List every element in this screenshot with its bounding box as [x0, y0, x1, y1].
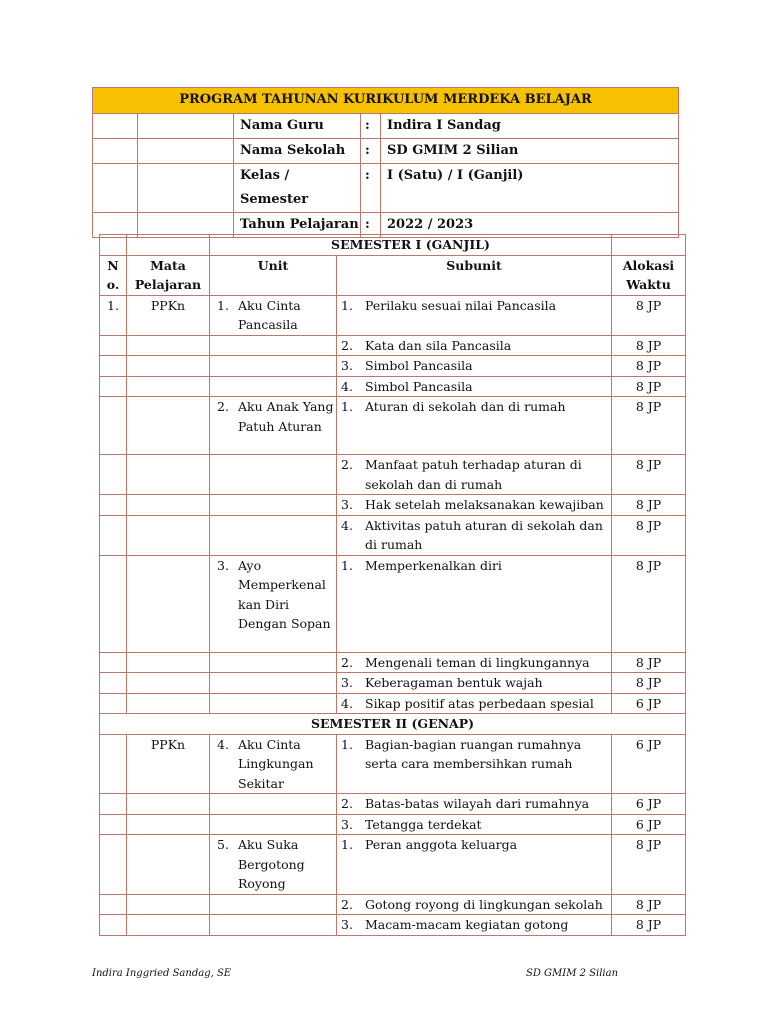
- cell-mapel: [127, 673, 210, 694]
- table-row: [100, 397, 686, 455]
- header-separator: :: [361, 164, 381, 213]
- unit-title: Aku Suka Bergotong Royong: [238, 837, 305, 891]
- subunit-title: Mengenali teman di lingkungannya: [365, 654, 590, 670]
- footer-author: Indira Inggried Sandag, SE: [92, 968, 232, 979]
- subunit-item: [337, 377, 611, 397]
- subunit-number: 2.: [341, 796, 353, 811]
- unit-title: Aku Anak Yang Patuh Aturan: [238, 399, 334, 434]
- table-row: [100, 376, 686, 397]
- cell-no: [100, 673, 127, 694]
- cell-alokasi: 8 JP: [612, 376, 686, 397]
- header-separator: :: [361, 139, 381, 164]
- cell-subunit: [337, 693, 612, 714]
- cell-unit: [210, 652, 337, 673]
- footer-school: SD GMIM 2 Silian: [526, 968, 619, 979]
- cell-mapel: [127, 894, 210, 915]
- subunit-title: Simbol Pancasila: [365, 378, 473, 394]
- cell-unit: [210, 356, 337, 377]
- header-value: I (Satu) / I (Ganjil): [381, 164, 679, 213]
- cell-subunit: [337, 495, 612, 516]
- subunit-number: 4.: [341, 378, 353, 394]
- cell-mapel: [127, 693, 210, 714]
- subunit-item: [337, 653, 611, 673]
- cell-subunit: [337, 814, 612, 835]
- cell-no: [100, 555, 127, 652]
- cell-subunit: [337, 794, 612, 815]
- table-row: [100, 794, 686, 815]
- table-row: [100, 673, 686, 694]
- table-row: [100, 894, 686, 915]
- table-row: [100, 693, 686, 714]
- subunit-number: 3.: [341, 675, 353, 690]
- subunit-number: 1.: [341, 736, 353, 752]
- subunit-item: [337, 356, 611, 376]
- cell-no: [100, 835, 127, 895]
- table-row: [100, 652, 686, 673]
- cell-subunit: [337, 894, 612, 915]
- cell-unit: [210, 455, 337, 495]
- cell-alokasi: 8 JP: [612, 295, 686, 335]
- subunit-item: [337, 835, 611, 855]
- cell-subunit: [337, 673, 612, 694]
- col-header-subunit: Subunit: [337, 255, 612, 295]
- cell-subunit: [337, 356, 612, 377]
- subunit-item: [337, 556, 611, 576]
- cell-no: [100, 894, 127, 915]
- cell-unit: [210, 397, 337, 455]
- header-table: [92, 87, 679, 238]
- header-value: Indira I Sandag: [381, 114, 679, 139]
- cell-no: [100, 515, 127, 555]
- subunit-number: 2.: [341, 654, 353, 670]
- unit-item: [210, 835, 336, 894]
- cell-subunit: [337, 335, 612, 356]
- document-title: PROGRAM TAHUNAN KURIKULUM MERDEKA BELAJAR: [93, 88, 679, 114]
- header-label: Kelas / Semester: [234, 164, 361, 213]
- table-row: [100, 455, 686, 495]
- subunit-title: Aturan di sekolah dan di rumah: [365, 399, 566, 414]
- subunit-number: 4.: [341, 695, 353, 711]
- cell-no: [100, 397, 127, 455]
- table-row: [100, 495, 686, 516]
- cell-mapel: PPKn: [127, 734, 210, 794]
- cell-alokasi: 8 JP: [612, 397, 686, 455]
- subunit-item: [337, 915, 611, 935]
- cell-alokasi: 8 JP: [612, 835, 686, 895]
- unit-title: Aku Cinta Pancasila: [238, 297, 301, 332]
- table-row: [100, 915, 686, 936]
- header-separator: :: [361, 114, 381, 139]
- subunit-number: 1.: [341, 399, 353, 414]
- subunit-item: [337, 673, 611, 693]
- header-title-row: [93, 88, 679, 114]
- subunit-title: Aktivitas patuh aturan di sekolah dan di rumah: [365, 517, 603, 552]
- cell-no: [100, 693, 127, 714]
- semester-row: [100, 235, 686, 256]
- subunit-number: 3.: [341, 917, 353, 932]
- subunit-item: [337, 735, 611, 774]
- subunit-title: Memperkenalkan diri: [365, 557, 502, 573]
- table-row: [100, 335, 686, 356]
- subunit-title: Keberagaman bentuk wajah: [365, 675, 543, 690]
- table-row: [100, 734, 686, 794]
- header-label: Nama Guru: [234, 114, 361, 139]
- semester-row: [100, 714, 686, 735]
- subunit-title: Macam-macam kegiatan gotong: [365, 917, 569, 932]
- subunit-title: Sikap positif atas perbedaan spesial: [365, 695, 594, 711]
- header-label: Nama Sekolah: [234, 139, 361, 164]
- cell-alokasi: 6 JP: [612, 814, 686, 835]
- cell-no: [100, 335, 127, 356]
- cell-no: 1.: [100, 295, 127, 335]
- cell-mapel: [127, 814, 210, 835]
- cell-no: [100, 652, 127, 673]
- subunit-title: Hak setelah melaksanakan kewajiban: [365, 497, 604, 512]
- subunit-number: 1.: [341, 837, 353, 852]
- cell-no: [100, 814, 127, 835]
- table-row: [100, 814, 686, 835]
- cell-unit: [210, 794, 337, 815]
- cell-mapel: [127, 652, 210, 673]
- cell-unit: [210, 734, 337, 794]
- subunit-title: Manfaat patuh terhadap aturan di sekolah dan di rumah: [365, 457, 582, 492]
- subunit-title: Simbol Pancasila: [365, 358, 473, 373]
- cell-mapel: [127, 356, 210, 377]
- unit-number: 3.: [217, 557, 229, 573]
- cell-unit: [210, 295, 337, 335]
- unit-title: Aku Cinta Lingkungan Sekitar: [238, 736, 314, 791]
- header-row: [93, 164, 679, 213]
- unit-number: 2.: [217, 399, 229, 414]
- table-row: [100, 835, 686, 895]
- cell-subunit: [337, 555, 612, 652]
- table-row: [100, 515, 686, 555]
- cell-alokasi: 6 JP: [612, 693, 686, 714]
- cell-mapel: [127, 397, 210, 455]
- cell-alokasi: 8 JP: [612, 495, 686, 516]
- unit-number: 1.: [217, 297, 229, 313]
- subunit-title: Peran anggota keluarga: [365, 837, 518, 852]
- table-row: [100, 295, 686, 335]
- cell-unit: [210, 693, 337, 714]
- cell-subunit: [337, 515, 612, 555]
- table-row: [100, 555, 686, 652]
- cell-unit: [210, 915, 337, 936]
- cell-mapel: [127, 495, 210, 516]
- subunit-number: 3.: [341, 816, 353, 832]
- cell-no: [100, 455, 127, 495]
- cell-no: [100, 794, 127, 815]
- header-label: Tahun Pelajaran: [234, 213, 361, 238]
- subunit-number: 1.: [341, 297, 353, 313]
- cell-alokasi: 8 JP: [612, 652, 686, 673]
- header-row: [93, 114, 679, 139]
- cell-alokasi: 8 JP: [612, 455, 686, 495]
- subunit-number: 2.: [341, 457, 353, 472]
- header-value: 2022 / 2023: [381, 213, 679, 238]
- cell-alokasi: 6 JP: [612, 734, 686, 794]
- subunit-item: [337, 296, 611, 316]
- cell-alokasi: 6 JP: [612, 794, 686, 815]
- subunit-number: 3.: [341, 358, 353, 373]
- subunit-item: [337, 336, 611, 356]
- cell-mapel: [127, 455, 210, 495]
- cell-subunit: [337, 376, 612, 397]
- unit-number: 5.: [217, 837, 229, 852]
- subunit-item: [337, 495, 611, 515]
- subunit-title: Tetangga terdekat: [365, 816, 482, 832]
- cell-no: [100, 734, 127, 794]
- cell-unit: [210, 673, 337, 694]
- cell-unit: [210, 814, 337, 835]
- cell-no: [100, 495, 127, 516]
- header-separator: :: [361, 213, 381, 238]
- cell-alokasi: 8 JP: [612, 515, 686, 555]
- cell-alokasi: 8 JP: [612, 915, 686, 936]
- subunit-title: Gotong royong di lingkungan sekolah: [365, 896, 603, 912]
- unit-item: [210, 296, 336, 335]
- program-table-body: [100, 235, 686, 936]
- unit-item: [210, 735, 336, 794]
- column-header-row: [100, 255, 686, 295]
- cell-alokasi: 8 JP: [612, 894, 686, 915]
- subunit-number: 3.: [341, 497, 353, 512]
- cell-unit: [210, 894, 337, 915]
- cell-mapel: [127, 376, 210, 397]
- subunit-title: Kata dan sila Pancasila: [365, 337, 512, 353]
- cell-unit: [210, 495, 337, 516]
- cell-subunit: [337, 835, 612, 895]
- cell-unit: [210, 335, 337, 356]
- subunit-title: Perilaku sesuai nilai Pancasila: [365, 297, 557, 313]
- semester-2-heading: SEMESTER II (GENAP): [100, 714, 686, 735]
- cell-mapel: [127, 835, 210, 895]
- cell-alokasi: 8 JP: [612, 555, 686, 652]
- program-table: [99, 234, 686, 936]
- subunit-number: 4.: [341, 517, 353, 533]
- unit-item: [210, 397, 336, 436]
- cell-unit: [210, 835, 337, 895]
- cell-unit: [210, 376, 337, 397]
- subunit-item: [337, 694, 611, 714]
- cell-no: [100, 376, 127, 397]
- header-row: [93, 139, 679, 164]
- col-header-alokasi: Alokasi Waktu: [612, 255, 686, 295]
- subunit-number: 1.: [341, 557, 353, 573]
- cell-no: [100, 915, 127, 936]
- unit-number: 4.: [217, 736, 229, 752]
- subunit-item: [337, 794, 611, 814]
- cell-alokasi: 8 JP: [612, 356, 686, 377]
- cell-subunit: [337, 397, 612, 455]
- cell-mapel: [127, 794, 210, 815]
- subunit-title: Batas-batas wilayah dari rumahnya: [365, 796, 590, 811]
- header-value: SD GMIM 2 Silian: [381, 139, 679, 164]
- cell-mapel: PPKn: [127, 295, 210, 335]
- col-header-no: N o.: [100, 255, 127, 295]
- table-row: [100, 356, 686, 377]
- cell-alokasi: 8 JP: [612, 335, 686, 356]
- col-header-mapel: Mata Pelajaran: [127, 255, 210, 295]
- cell-subunit: [337, 915, 612, 936]
- cell-no: [100, 356, 127, 377]
- subunit-item: [337, 516, 611, 555]
- cell-subunit: [337, 652, 612, 673]
- cell-subunit: [337, 295, 612, 335]
- subunit-number: 2.: [341, 896, 353, 912]
- col-header-unit: Unit: [210, 255, 337, 295]
- subunit-number: 2.: [341, 337, 353, 353]
- subunit-item: [337, 455, 611, 494]
- subunit-item: [337, 397, 611, 417]
- cell-mapel: [127, 335, 210, 356]
- cell-mapel: [127, 555, 210, 652]
- subunit-title: Bagian-bagian ruangan rumahnya serta cara membersihkan rumah: [365, 736, 582, 771]
- cell-mapel: [127, 915, 210, 936]
- cell-unit: [210, 555, 337, 652]
- semester-1-heading: SEMESTER I (GANJIL): [210, 235, 612, 256]
- subunit-item: [337, 895, 611, 915]
- cell-unit: [210, 515, 337, 555]
- subunit-item: [337, 815, 611, 835]
- unit-item: [210, 556, 336, 634]
- unit-title: Ayo Memperkenal kan Diri Dengan Sopan: [238, 557, 331, 631]
- cell-subunit: [337, 455, 612, 495]
- cell-subunit: [337, 734, 612, 794]
- cell-mapel: [127, 515, 210, 555]
- cell-alokasi: 8 JP: [612, 673, 686, 694]
